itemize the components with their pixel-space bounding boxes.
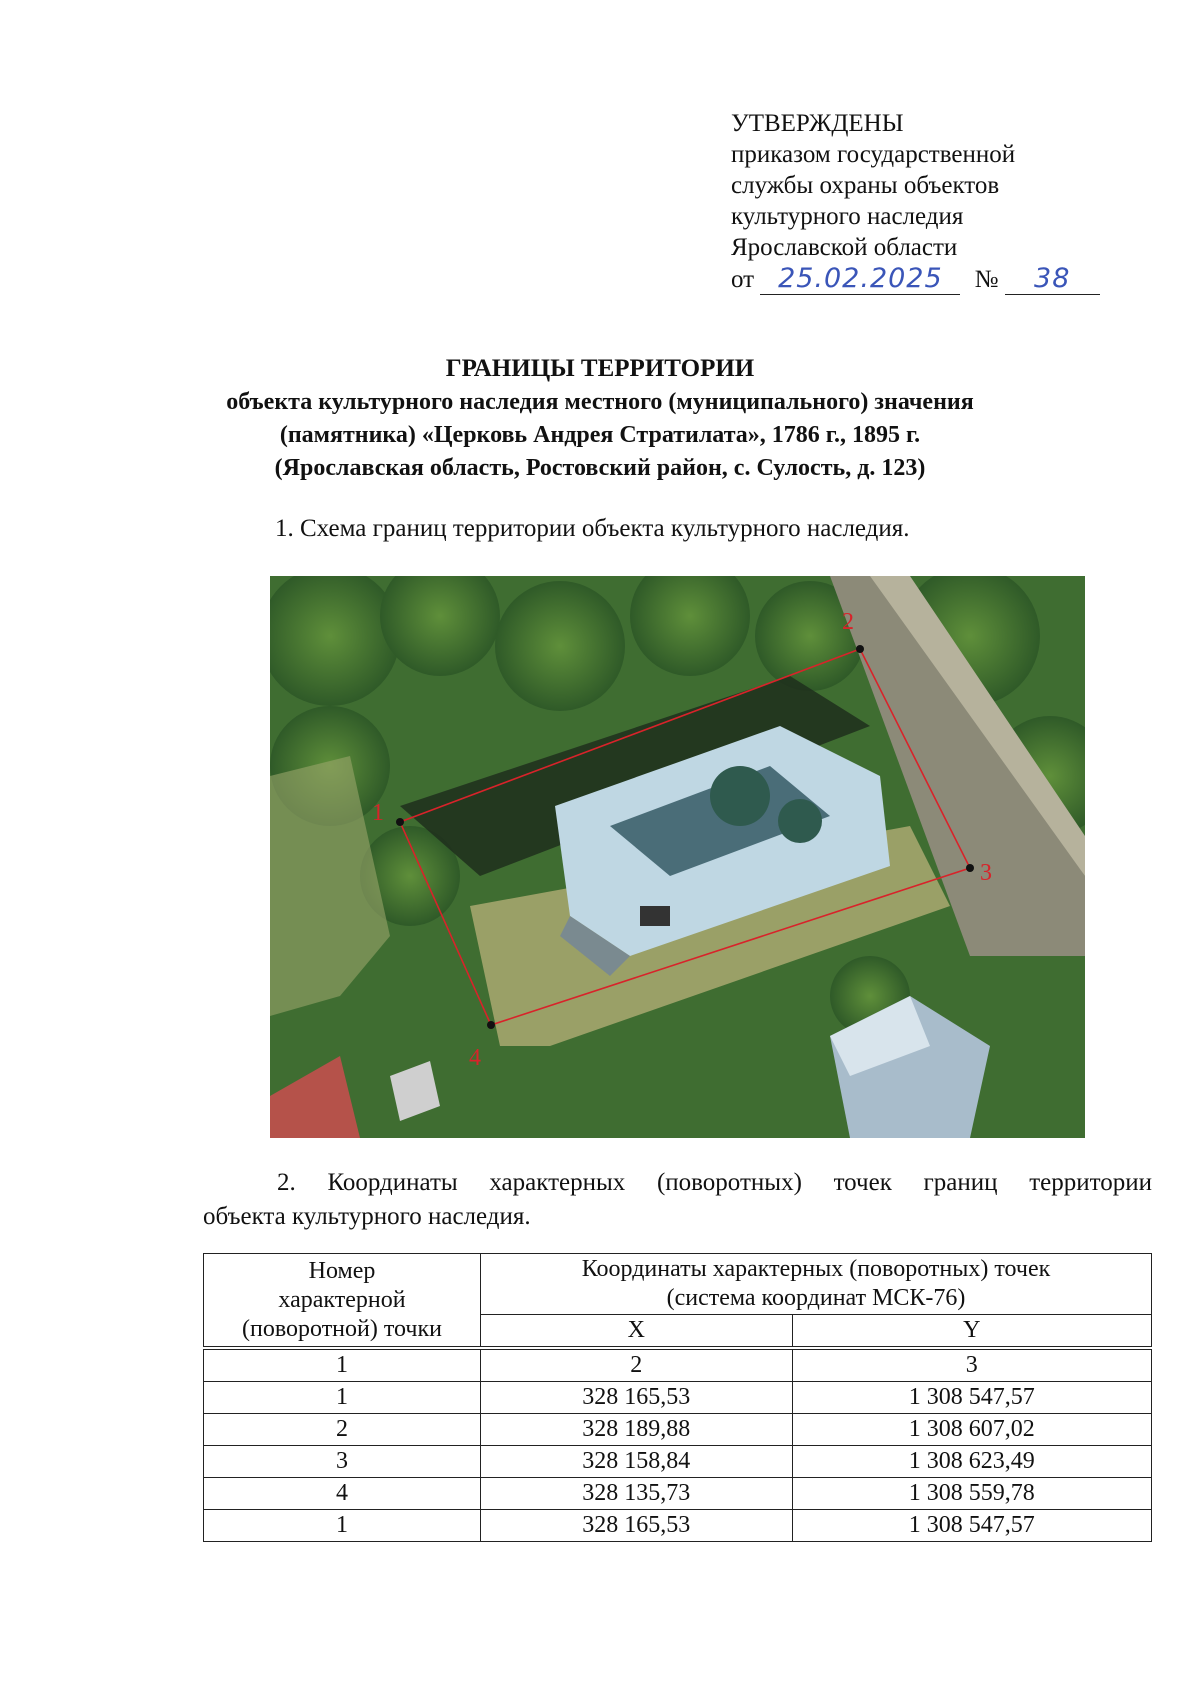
boundary-point-label: 3 [980, 860, 992, 886]
coordinates-table [203, 1253, 1152, 1542]
column-number-row: 1 2 3 [204, 1350, 1152, 1382]
title-line: объекта культурного наследия местного (муниципального) значения [226, 389, 974, 415]
table-header-row [204, 1254, 1152, 1315]
boundary-point-marker [396, 818, 404, 826]
table-row: 2 328 189,88 1 308 607,02 [204, 1414, 1152, 1446]
table-row: 4 328 135,73 1 308 559,78 [204, 1478, 1152, 1510]
approval-line: Ярославской области [731, 234, 958, 261]
title-line: (Ярославская область, Ростовский район, с. Сулость, д. 123) [274, 455, 926, 481]
approval-line: службы охраны объектов [731, 172, 1000, 199]
boundary-point-label: 2 [842, 609, 854, 635]
approval-line: культурного наследия [731, 203, 964, 230]
header-coordinates: Координаты характерных (поворотных) точек (система координат МСК-76) [481, 1254, 1152, 1315]
approval-line: приказом государственной [731, 141, 1016, 168]
boundary-point-marker [487, 1021, 495, 1029]
boundary-point-marker [856, 645, 864, 653]
approval-date: 25.02.2025 [760, 263, 960, 295]
approval-date-line [731, 263, 1100, 295]
approval-number: 38 [1005, 263, 1100, 295]
header-y: Y [792, 1315, 1151, 1347]
document-title [0, 352, 1200, 485]
approval-heading: УТВЕРЖДЕНЫ [731, 110, 904, 137]
boundary-map [270, 576, 1085, 1138]
table-row: 1 328 165,53 1 308 547,57 [204, 1510, 1152, 1542]
section-2-heading-line2: объекта культурного наследия. [203, 1203, 531, 1230]
header-x: X [481, 1315, 793, 1347]
title-line: (памятника) «Церковь Андрея Стратилата», 1786 г., 1895 г. [279, 422, 921, 448]
table-row: 3 328 158,84 1 308 623,49 [204, 1446, 1152, 1478]
title-main: ГРАНИЦЫ ТЕРРИТОРИИ [445, 355, 755, 382]
satellite-image [270, 576, 1085, 1138]
boundary-point-label: 1 [372, 800, 384, 826]
date-prefix: от [731, 266, 755, 293]
approval-block [731, 108, 1100, 295]
number-prefix: № [974, 266, 999, 293]
section-2-heading-line1: 2. Координаты характерных (поворотных) точек границ территории [277, 1169, 1152, 1196]
boundary-point-label: 4 [469, 1045, 481, 1071]
boundary-point-marker [966, 864, 974, 872]
section-1-heading: 1. Схема границ территории объекта культурного наследия. [275, 515, 910, 542]
header-point-number: Номер характерной (поворотной) точки [204, 1254, 481, 1347]
table-row: 1 328 165,53 1 308 547,57 [204, 1382, 1152, 1414]
